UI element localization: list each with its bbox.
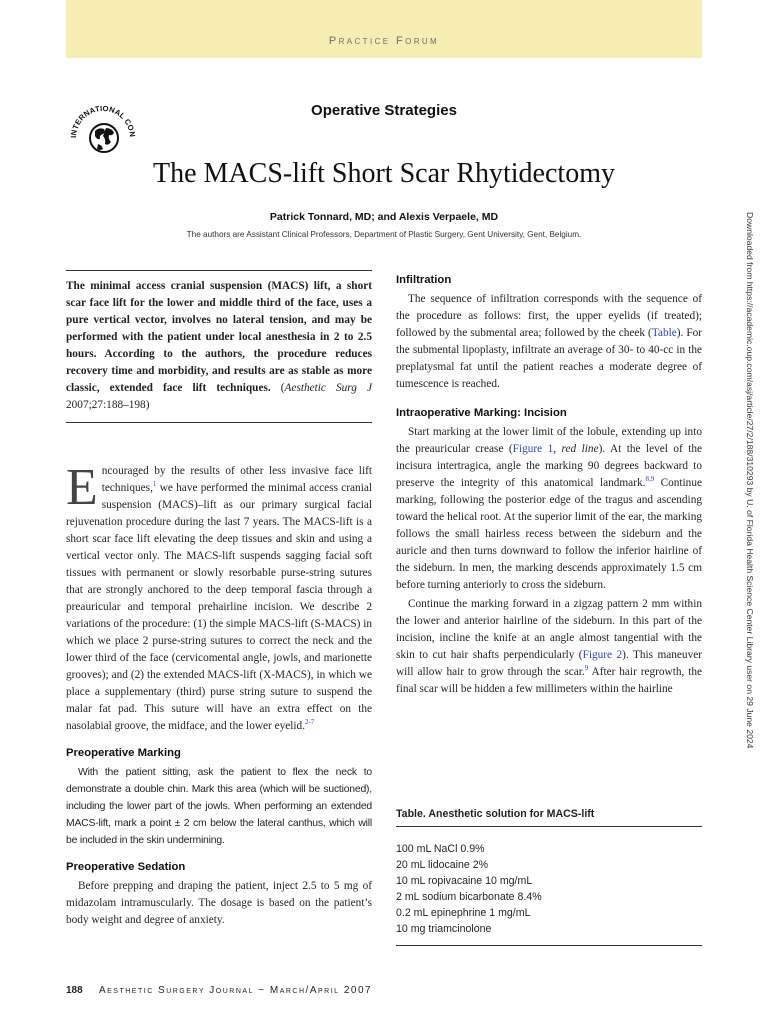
banner-title: Practice Forum [328, 35, 440, 47]
abstract-citation: (Aesthetic Surg J 2007;27:188–198) [66, 382, 373, 411]
table-title: Table. Anesthetic solution for MACS-lift [396, 808, 702, 827]
preop-marking-paragraph: With the patient sitting, ask the patient to flex the neck to demonstrate a double chin. Mark this area (which will be suctioned), including the lower part of the jowls. When performing an extended MACS-lift, mark a point ± 2 cm below the lateral canthus, which will be included in the skin undermining. [66, 767, 372, 846]
section-title: Operative Strategies [311, 102, 457, 119]
table-row: 20 mL lidocaine 2% [396, 859, 489, 871]
intraop-heading: Intraoperative Marking: Incision [396, 407, 567, 419]
intraop-paragraph-1: Start marking at the lower limit of the lobule, extending up into the preauricular crease (Figure 1, red line). At the level of the incisura intertragica, angle the marking 90 degrees backward to preserve the integrity of this anatomical landmark.$^{8,9}$ Continue marking, following the posterior edge of the tragus and ascending toward the helical root. At the superior limit of the ear, the marking follows the small hairless recess between the sideburn and the auricle and then turns downward to follow the inferior hairline of the sideburn. In men, the marking descends approximately 1.5 cm before turning anteriorly to cross the sideburn. [396, 426, 702, 591]
affiliation: The authors are Assistant Clinical Professors, Department of Plastic Surgery, Gent University, Gent, Belgium. [186, 230, 582, 239]
intro-paragraph: Encouraged by the results of other less invasive face lift techniques,$^1$ we have performed the minimal access cranial suspension (MACS)–lift as our primary surgical facial rejuvenation procedure during the last 7 years. The MACS-lift is a short scar face lift elevating the deep tissues and skin and using a vertical vector only. The MACS-lift suspends sagging facial soft tissues with permanent or slowly resorbable purse-string sutures that are strongly anchored to the deep temporal fascia through a preauricular and temporal prehairline incision. We describe 2 variations of the procedure: (1) the simple MACS-lift (S-MACS) in which we place 2 purse-string sutures to correct the neck and the lower third of the face (cervicomental angle, jowls, and marionette grooves); and (2) the extended MACS-lift (X-MACS), in which we place a supplementary (third) purse string suture to suspend the malar fat pad. This suture will have an extra effect on the nasolabial groove, the midface, and the lower eyelid.$^{2-7}$ [66, 459, 372, 732]
preop-sedation-paragraph: Before prepping and draping the patient, inject 2.5 to 5 mg of midazolam intramuscularly. The dosage is based on the patient’s body weight and degree of anxiety. [66, 880, 372, 926]
table-row: 100 mL NaCl 0.9% [396, 843, 485, 855]
page-footer [66, 985, 372, 996]
left-column [66, 270, 372, 929]
figure-2-link[interactable]: Figure 2 [582, 649, 623, 661]
journal-footer: Aesthetic Surgery Journal ~ March/April 2007 [98, 985, 373, 996]
svg-text:INTERNATIONAL CONTRIBUTION: INTERNATIONAL CON [68, 103, 138, 139]
infiltration-paragraph: The sequence of infiltration corresponds with the sequence of the procedure as follows: first, the upper eyelids (if treated); followed by the submental area; followed by the cheek (Table). For the submental lipoplasty, infiltrate an average of 30- to 40-cc in the preplatysmal fat until the patient reaches a moderate degree of tumescence is reached. [396, 293, 703, 390]
intraop-paragraph-2: Continue the marking forward in a zigzag pattern 2 mm within the lower and anterior hairline of the sideburn. In this part of the incision, incline the knife at an angle almost tangential with the skin to cut hair shafts perpendicularly (Figure 2). This maneuver will allow hair to grow through the scar.$^9$ After hair regrowth, the final scar will be hidden a few millimeters within the hairline [396, 598, 703, 695]
preop-marking-heading: Preoperative Marking [66, 747, 181, 759]
page-number: 188 [66, 985, 83, 996]
preop-sedation-heading: Preoperative Sedation [66, 861, 186, 873]
table-link[interactable]: Table [651, 327, 677, 339]
download-notice: Downloaded from https://academic.oup.com/asj/article/27/2/188/310293 by U. of Florida Health Science Center Library user on 29 June 2024 [745, 212, 755, 749]
figure-1-link[interactable]: Figure 1 [512, 443, 554, 455]
infiltration-heading: Infiltration [396, 274, 452, 286]
authors: Patrick Tonnard, MD; and Alexis Verpaele, MD [269, 211, 499, 223]
table-body [396, 827, 702, 946]
article-title: The MACS-lift Short Scar Rhytidectomy [153, 158, 615, 189]
header-banner [66, 0, 702, 58]
table-row: 10 mg triamcinolone [396, 923, 492, 935]
reference-link[interactable]: 1 [152, 480, 157, 489]
reference-link[interactable]: 2-7 [305, 718, 315, 727]
reference-link[interactable]: 9 [584, 664, 589, 673]
table-row: 10 mL ropivacaine 10 mg/mL [396, 875, 533, 887]
table-row: 0.2 mL epinephrine 1 mg/mL [396, 907, 531, 919]
reference-link[interactable]: 8,9 [645, 475, 655, 484]
right-column [396, 270, 702, 698]
abstract-text: The minimal access cranial suspension (MACS) lift, a short scar face lift for the lower and middle third of the face, uses a pure vertical vector, involves no lateral tension, and may be performed with the patient under local anesthesia in 2 to 2.5 hours. According to the authors, the procedure reduces recovery time and morbidity, and results are as stable as more classic, extended face lift techniques. [66, 280, 372, 394]
anesthetic-table [396, 808, 702, 946]
abstract [66, 270, 372, 423]
drop-cap: E [66, 459, 98, 516]
table-row: 2 mL sodium bicarbonate 8.4% [396, 891, 542, 903]
